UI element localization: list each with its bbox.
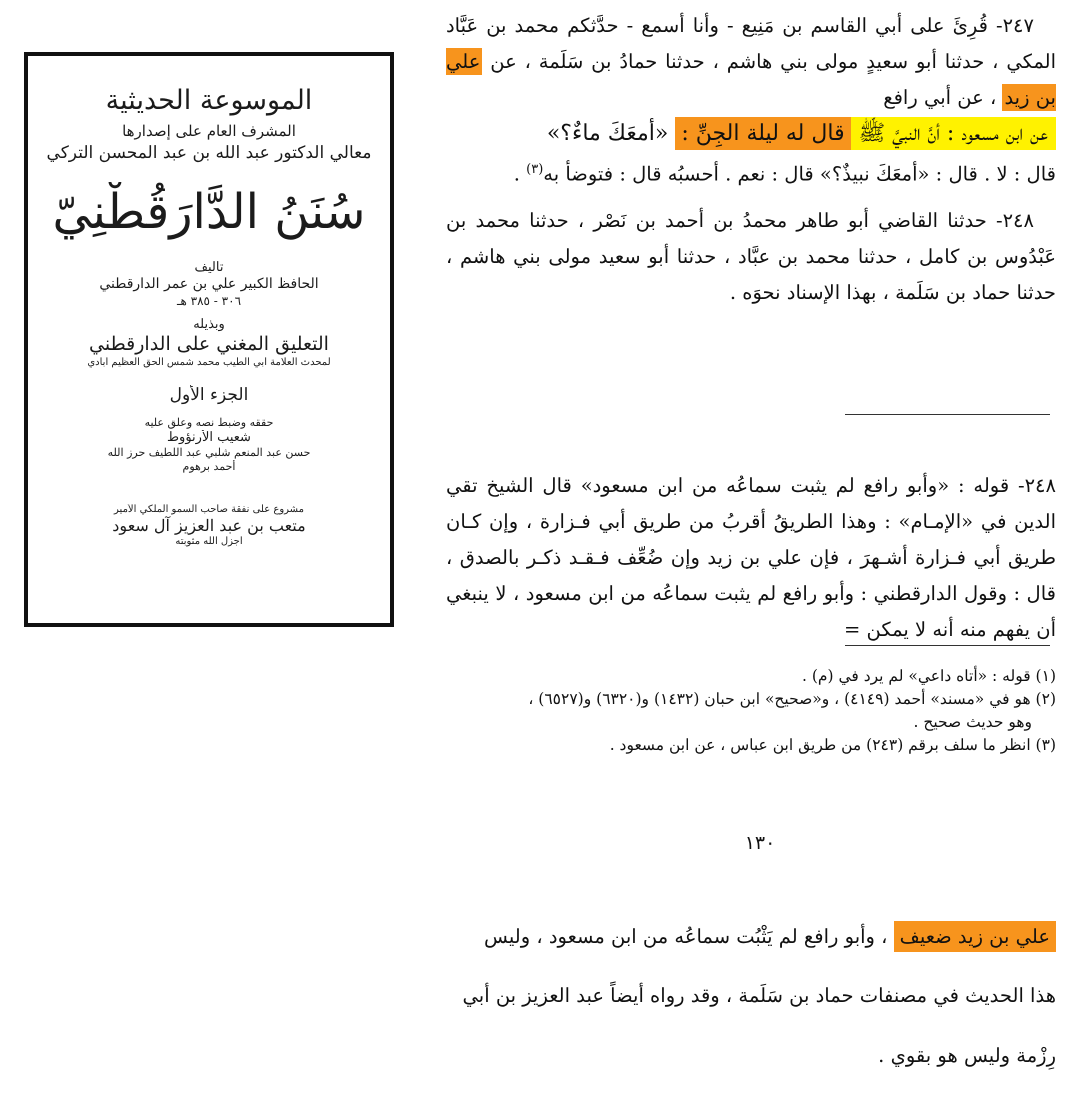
footnote-marker-3[interactable]: (٣): [526, 162, 544, 177]
hadith-247-matn: [446, 116, 1056, 152]
highlight-ali-bin-zayd: علي بن زيد: [446, 50, 1056, 109]
highlight-qala-laylat-al-jinn: قال له ليلة الجِنِّ :: [675, 117, 850, 150]
cover-series-title: الموسوعة الحديثية: [105, 85, 313, 116]
hadith-248-text: ٢٤٨- حدثنا القاضي أبو طاهر محمدُ بن أحمد بن نَصْر ، حدثنا محمد بن عَبْدُوس بن كامل ، حدثنا محمد بن عبَّاد ، حدثنا أبو سعيد مولى بني هاشم ، حدثنا حماد بن سَلَمة ، بهذا الإسناد نحوَه .: [446, 208, 1056, 304]
separator-rule-footnotes: [845, 645, 1050, 646]
hadith-247-isnad: [446, 8, 1056, 116]
hadith-section: [446, 8, 1056, 311]
lower-line-1-rest: ، وأبو رافع لم يَثْبُت سماعُه من ابن مسعود ، وليس: [484, 924, 894, 948]
hadith-247-after-ali: ، عن أبي رافع: [883, 86, 1003, 109]
cover-supervisor: معالي الدكتور عبد الله بن عبد المحسن التركي: [46, 142, 372, 163]
page-number: ١٣٠: [744, 832, 776, 854]
cover-commentary-author: لمحدث العلامة أبي الطيب محمد شمس الحق العظيم آبادي: [87, 356, 331, 368]
cover-author-dates: ٣٠٦ - ٣٨٥ هـ: [176, 293, 242, 308]
footnote-2-continued: وهو حديث صحيح .: [913, 713, 1032, 731]
hadith-247-rest-text: قال : لا . قال : «أمعَكَ نبيذٌ؟» قال : نعم . أحسبُه قال : فتوضأ به: [543, 162, 1056, 186]
lower-line-3: رِزْمة وليس هو بقوي .: [878, 1043, 1056, 1067]
lower-line-1: [418, 917, 1056, 957]
cover-editors-label: حققه وضبط نصه وعلق عليه: [144, 416, 274, 430]
cover-volume: الجزء الأول: [169, 385, 249, 405]
hadith-247-line1: ٢٤٧- قُرِئَ على أبي القاسم بن مَنِيع - وأنا أسمع - حدَّثكم محمد بن عَبَّاد المكي ، حدثنا أبو سعيدٍ مولى بني هاشم ، حدثنا حمادُ بن سَلَمة ، عن: [446, 14, 1057, 73]
cover-book-title: سُنَنُ الدَّارَقُطْنِيّ: [52, 183, 366, 240]
cover-supervision-label: المشرف العام على إصدارها: [122, 121, 296, 140]
hadith-247-rest: [446, 152, 1056, 193]
cover-commentary-title: التعليق المغني على الدارقطني: [89, 332, 329, 355]
separator-rule-top: [845, 414, 1050, 415]
cover-editor-1: شعيب الأرنؤوط: [167, 430, 251, 445]
hadith-248: [446, 203, 1056, 311]
hadith-247-amaka: «أمعَكَ ماءٌ؟»: [546, 121, 676, 146]
cover-editors-2: حسن عبد المنعم شلبي عبد اللطيف حرز الله: [107, 446, 311, 460]
hadith-247-end: .: [513, 162, 527, 186]
commentary-section: [446, 448, 1056, 667]
cover-publisher: متعب بن عبد العزيز آل سعود: [112, 516, 306, 536]
lower-line-2: هذا الحديث في مصنفات حماد بن سَلَمة ، وقد رواه أيضاً عبد العزيز بن أبي: [462, 984, 1056, 1007]
cover-publisher-label: مشروع على نفقة صاحب السمو الملكي الأمير: [114, 503, 304, 515]
highlight-ali-bin-zayd-daif: علي بن زيد ضعيف: [894, 921, 1056, 952]
cover-by-label: تأليف: [194, 259, 224, 275]
commentary-248: [446, 468, 1056, 648]
highlight-ibn-masud: عن ابن مسعود : أنَّ النبيَّ ﷺ: [851, 117, 1056, 150]
cover-publisher-note: أجزل الله مثوبته: [175, 536, 243, 548]
commentary-248-text: ٢٤٨- قوله : «وأبو رافع لم يثبت سماعُه من ابن مسعود» قال الشيخ تقي الدين في «الإمـام» : وهذا الطريقُ أقربُ من طريق أبي فـزارة ، وإن كـان طريق أبي فـزارة أشـهرَ ، فإن علي بن زيد وإن ضُعِّف فـقـد ذكـر بالصدق ، قال : وقول الدارقطني : وأبو رافع لم يثبت سماعُه من ابن مسعود ، لا ينبغي أن يفهم منه أنه لا يمكن =: [446, 473, 1056, 641]
cover-with-label: وبذيله: [193, 316, 225, 332]
cover-author: الحافظ الكبير علي بن عمر الدارقطني: [99, 276, 319, 292]
footnote-3: (٣) انظر ما سلف برقم (٢٤٣) من طريق ابن عباس ، عن ابن مسعود .: [609, 736, 1056, 754]
footnotes: [406, 665, 1056, 757]
footnote-1: (١) قوله : «أتاه داعي» لم يرد في (م) .: [801, 667, 1056, 685]
footnote-2: (٢) هو في «مسند» أحمد (٤١٤٩) ، و«صحيح» ابن حبان (١٤٣٢) و(٦٣٢٠) و(٦٥٢٧) ،: [528, 690, 1056, 708]
book-cover: [24, 52, 394, 627]
cover-editor-4: أحمد برهوم: [182, 460, 236, 473]
lower-page-text: [418, 897, 1056, 1095]
